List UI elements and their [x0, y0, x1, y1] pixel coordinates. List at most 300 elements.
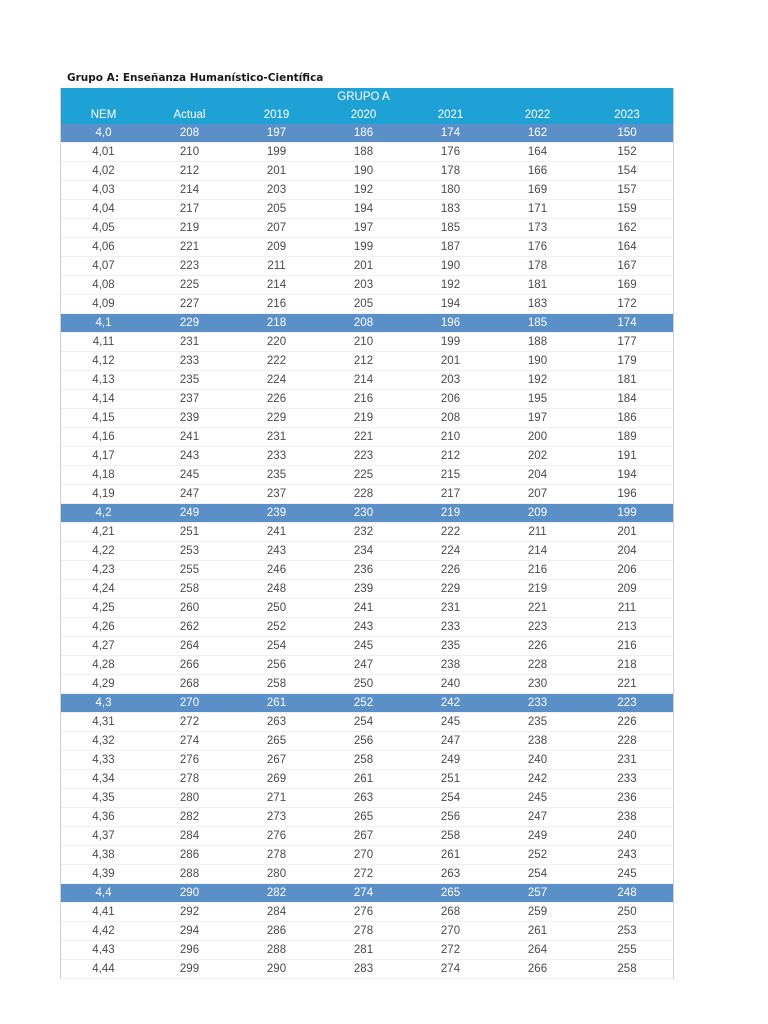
score-cell: 211	[581, 599, 673, 618]
score-cell: 276	[146, 751, 233, 770]
score-cell: 245	[581, 865, 673, 884]
score-cell: 256	[407, 808, 494, 827]
table-row	[61, 637, 673, 656]
score-cell: 179	[581, 352, 673, 371]
table-row	[61, 656, 673, 675]
score-cell: 239	[146, 409, 233, 428]
score-cell: 264	[494, 941, 581, 960]
nem-cell: 4,27	[61, 637, 146, 656]
score-cell: 272	[320, 865, 407, 884]
score-cell: 265	[407, 884, 494, 903]
score-cell: 211	[233, 257, 320, 276]
score-cell: 252	[233, 618, 320, 637]
score-cell: 252	[320, 694, 407, 713]
nem-cell: 4,43	[61, 941, 146, 960]
nem-cell: 4,23	[61, 561, 146, 580]
column-header-row	[61, 106, 673, 124]
score-cell: 290	[233, 960, 320, 979]
score-cell: 230	[494, 675, 581, 694]
score-cell: 227	[146, 295, 233, 314]
score-cell: 254	[494, 865, 581, 884]
score-cell: 188	[320, 143, 407, 162]
score-cell: 239	[233, 504, 320, 523]
score-cell: 223	[320, 447, 407, 466]
score-cell: 195	[494, 390, 581, 409]
table-row	[61, 732, 673, 751]
score-cell: 240	[407, 675, 494, 694]
score-cell: 162	[494, 124, 581, 143]
score-cell: 273	[233, 808, 320, 827]
table-row	[61, 352, 673, 371]
score-cell: 229	[146, 314, 233, 333]
score-cell: 221	[581, 675, 673, 694]
score-cell: 281	[320, 941, 407, 960]
nem-cell: 4,24	[61, 580, 146, 599]
score-cell: 214	[320, 371, 407, 390]
score-cell: 261	[494, 922, 581, 941]
column-header: 2021	[407, 106, 494, 124]
score-cell: 201	[320, 257, 407, 276]
nem-cell: 4,42	[61, 922, 146, 941]
table-row	[61, 580, 673, 599]
table-row-highlighted	[61, 504, 673, 523]
score-cell: 276	[320, 903, 407, 922]
column-header: 2020	[320, 106, 407, 124]
score-cell: 194	[320, 200, 407, 219]
score-cell: 212	[146, 162, 233, 181]
score-cell: 207	[494, 485, 581, 504]
score-cell: 184	[581, 390, 673, 409]
score-cell: 221	[320, 428, 407, 447]
score-cell: 258	[320, 751, 407, 770]
score-cell: 197	[320, 219, 407, 238]
score-cell: 218	[233, 314, 320, 333]
score-cell: 255	[581, 941, 673, 960]
score-cell: 183	[407, 200, 494, 219]
score-cell: 204	[581, 542, 673, 561]
nem-cell: 4,19	[61, 485, 146, 504]
score-cell: 191	[581, 447, 673, 466]
score-cell: 256	[320, 732, 407, 751]
score-cell: 241	[320, 599, 407, 618]
table-row	[61, 751, 673, 770]
nem-cell: 4,34	[61, 770, 146, 789]
nem-cell: 4,05	[61, 219, 146, 238]
score-cell: 248	[233, 580, 320, 599]
score-cell: 216	[581, 637, 673, 656]
score-cell: 258	[407, 827, 494, 846]
group-header-spacer	[61, 88, 233, 106]
score-cell: 235	[407, 637, 494, 656]
nem-cell: 4,14	[61, 390, 146, 409]
column-header: NEM	[61, 106, 146, 124]
score-cell: 231	[407, 599, 494, 618]
score-cell: 283	[320, 960, 407, 979]
nem-cell: 4,12	[61, 352, 146, 371]
score-cell: 259	[494, 903, 581, 922]
score-cell: 252	[494, 846, 581, 865]
score-cell: 263	[407, 865, 494, 884]
score-cell: 178	[407, 162, 494, 181]
score-cell: 266	[494, 960, 581, 979]
score-cell: 199	[581, 504, 673, 523]
nem-cell: 4,06	[61, 238, 146, 257]
score-cell: 229	[407, 580, 494, 599]
score-cell: 185	[407, 219, 494, 238]
score-cell: 243	[581, 846, 673, 865]
score-cell: 157	[581, 181, 673, 200]
score-cell: 228	[320, 485, 407, 504]
score-cell: 187	[407, 238, 494, 257]
score-cell: 221	[146, 238, 233, 257]
score-cell: 267	[320, 827, 407, 846]
score-cell: 286	[233, 922, 320, 941]
nem-cell: 4,31	[61, 713, 146, 732]
table-row	[61, 428, 673, 447]
score-cell: 294	[146, 922, 233, 941]
table-row	[61, 409, 673, 428]
nem-cell: 4,03	[61, 181, 146, 200]
score-cell: 266	[146, 656, 233, 675]
score-cell: 207	[233, 219, 320, 238]
score-cell: 233	[146, 352, 233, 371]
score-cell: 196	[407, 314, 494, 333]
table-row	[61, 447, 673, 466]
score-cell: 171	[494, 200, 581, 219]
nem-cell: 4,1	[61, 314, 146, 333]
table-row-highlighted	[61, 124, 673, 143]
score-cell: 258	[581, 960, 673, 979]
nem-cell: 4,33	[61, 751, 146, 770]
score-cell: 232	[320, 523, 407, 542]
nem-cell: 4,07	[61, 257, 146, 276]
score-cell: 242	[494, 770, 581, 789]
score-cell: 206	[581, 561, 673, 580]
score-cell: 197	[233, 124, 320, 143]
nem-cell: 4,2	[61, 504, 146, 523]
score-table	[61, 88, 673, 979]
score-cell: 199	[320, 238, 407, 257]
score-cell: 288	[233, 941, 320, 960]
score-cell: 243	[320, 618, 407, 637]
nem-cell: 4,08	[61, 276, 146, 295]
score-cell: 237	[146, 390, 233, 409]
score-cell: 253	[146, 542, 233, 561]
score-cell: 282	[146, 808, 233, 827]
score-cell: 214	[146, 181, 233, 200]
nem-cell: 4,02	[61, 162, 146, 181]
score-cell: 235	[233, 466, 320, 485]
score-cell: 247	[494, 808, 581, 827]
score-cell: 292	[146, 903, 233, 922]
score-cell: 177	[581, 333, 673, 352]
score-cell: 261	[407, 846, 494, 865]
table-header	[61, 88, 673, 124]
score-cell: 226	[494, 637, 581, 656]
score-table-container	[60, 88, 674, 979]
score-cell: 299	[146, 960, 233, 979]
nem-cell: 4,11	[61, 333, 146, 352]
score-cell: 257	[494, 884, 581, 903]
score-cell: 241	[146, 428, 233, 447]
score-cell: 278	[146, 770, 233, 789]
score-cell: 245	[407, 713, 494, 732]
table-row	[61, 675, 673, 694]
score-cell: 288	[146, 865, 233, 884]
nem-cell: 4,26	[61, 618, 146, 637]
table-row	[61, 219, 673, 238]
score-cell: 181	[581, 371, 673, 390]
score-cell: 280	[146, 789, 233, 808]
score-cell: 260	[146, 599, 233, 618]
score-cell: 280	[233, 865, 320, 884]
score-cell: 197	[494, 409, 581, 428]
nem-cell: 4,35	[61, 789, 146, 808]
score-cell: 174	[581, 314, 673, 333]
score-cell: 245	[494, 789, 581, 808]
score-cell: 268	[146, 675, 233, 694]
score-cell: 186	[320, 124, 407, 143]
score-cell: 263	[233, 713, 320, 732]
score-cell: 268	[407, 903, 494, 922]
table-body	[61, 124, 673, 979]
score-cell: 251	[407, 770, 494, 789]
score-cell: 253	[581, 922, 673, 941]
score-cell: 166	[494, 162, 581, 181]
nem-cell: 4,21	[61, 523, 146, 542]
score-cell: 228	[581, 732, 673, 751]
score-cell: 284	[146, 827, 233, 846]
nem-cell: 4,37	[61, 827, 146, 846]
score-cell: 214	[494, 542, 581, 561]
score-cell: 159	[581, 200, 673, 219]
score-cell: 164	[494, 143, 581, 162]
table-row	[61, 523, 673, 542]
score-cell: 223	[494, 618, 581, 637]
table-row	[61, 846, 673, 865]
score-cell: 230	[320, 504, 407, 523]
score-cell: 276	[233, 827, 320, 846]
nem-cell: 4,4	[61, 884, 146, 903]
score-cell: 221	[494, 599, 581, 618]
score-cell: 274	[320, 884, 407, 903]
score-cell: 208	[320, 314, 407, 333]
nem-cell: 4,39	[61, 865, 146, 884]
score-cell: 209	[494, 504, 581, 523]
score-cell: 249	[407, 751, 494, 770]
score-cell: 180	[407, 181, 494, 200]
score-cell: 246	[233, 561, 320, 580]
score-cell: 250	[581, 903, 673, 922]
score-cell: 208	[146, 124, 233, 143]
score-cell: 199	[233, 143, 320, 162]
score-cell: 212	[320, 352, 407, 371]
score-cell: 237	[233, 485, 320, 504]
score-cell: 249	[146, 504, 233, 523]
table-row	[61, 390, 673, 409]
score-cell: 250	[320, 675, 407, 694]
group-header-label: GRUPO A	[233, 88, 494, 106]
column-header: 2022	[494, 106, 581, 124]
score-cell: 203	[407, 371, 494, 390]
score-cell: 169	[581, 276, 673, 295]
score-cell: 219	[407, 504, 494, 523]
score-cell: 217	[146, 200, 233, 219]
score-cell: 194	[407, 295, 494, 314]
score-cell: 208	[407, 409, 494, 428]
score-cell: 238	[407, 656, 494, 675]
score-cell: 218	[581, 656, 673, 675]
score-cell: 274	[146, 732, 233, 751]
nem-cell: 4,04	[61, 200, 146, 219]
score-cell: 254	[320, 713, 407, 732]
nem-cell: 4,16	[61, 428, 146, 447]
score-cell: 261	[320, 770, 407, 789]
score-cell: 196	[581, 485, 673, 504]
column-header: 2023	[581, 106, 673, 124]
score-cell: 269	[233, 770, 320, 789]
score-cell: 225	[320, 466, 407, 485]
score-cell: 222	[407, 523, 494, 542]
table-row	[61, 181, 673, 200]
score-cell: 236	[581, 789, 673, 808]
score-cell: 274	[407, 960, 494, 979]
table-row	[61, 295, 673, 314]
nem-cell: 4,38	[61, 846, 146, 865]
score-cell: 213	[581, 618, 673, 637]
score-cell: 216	[233, 295, 320, 314]
score-cell: 242	[407, 694, 494, 713]
column-header: Actual	[146, 106, 233, 124]
score-cell: 210	[407, 428, 494, 447]
page-title: Grupo A: Enseñanza Humanístico-Científica	[67, 72, 324, 84]
score-cell: 212	[407, 447, 494, 466]
table-row	[61, 466, 673, 485]
table-row	[61, 618, 673, 637]
score-cell: 226	[233, 390, 320, 409]
score-cell: 152	[581, 143, 673, 162]
score-cell: 240	[494, 751, 581, 770]
score-cell: 235	[146, 371, 233, 390]
score-cell: 278	[233, 846, 320, 865]
score-cell: 270	[320, 846, 407, 865]
score-cell: 284	[233, 903, 320, 922]
score-cell: 255	[146, 561, 233, 580]
score-cell: 192	[407, 276, 494, 295]
score-cell: 194	[581, 466, 673, 485]
score-cell: 233	[494, 694, 581, 713]
score-cell: 235	[494, 713, 581, 732]
score-cell: 201	[407, 352, 494, 371]
table-row-highlighted	[61, 694, 673, 713]
score-cell: 233	[407, 618, 494, 637]
score-cell: 162	[581, 219, 673, 238]
nem-cell: 4,28	[61, 656, 146, 675]
score-cell: 192	[320, 181, 407, 200]
score-cell: 245	[146, 466, 233, 485]
score-cell: 265	[320, 808, 407, 827]
column-header: 2019	[233, 106, 320, 124]
score-cell: 205	[233, 200, 320, 219]
score-cell: 190	[320, 162, 407, 181]
nem-cell: 4,25	[61, 599, 146, 618]
nem-cell: 4,22	[61, 542, 146, 561]
score-cell: 248	[581, 884, 673, 903]
score-cell: 216	[494, 561, 581, 580]
table-row	[61, 827, 673, 846]
score-cell: 258	[233, 675, 320, 694]
table-row	[61, 542, 673, 561]
score-cell: 270	[407, 922, 494, 941]
score-cell: 169	[494, 181, 581, 200]
score-cell: 172	[581, 295, 673, 314]
score-cell: 217	[407, 485, 494, 504]
table-row	[61, 770, 673, 789]
score-cell: 286	[146, 846, 233, 865]
score-cell: 238	[494, 732, 581, 751]
table-row	[61, 789, 673, 808]
score-cell: 238	[581, 808, 673, 827]
table-row	[61, 143, 673, 162]
score-cell: 243	[233, 542, 320, 561]
score-cell: 263	[320, 789, 407, 808]
score-cell: 233	[581, 770, 673, 789]
score-cell: 250	[233, 599, 320, 618]
score-cell: 200	[494, 428, 581, 447]
score-cell: 240	[581, 827, 673, 846]
score-cell: 229	[233, 409, 320, 428]
score-cell: 216	[320, 390, 407, 409]
score-cell: 226	[407, 561, 494, 580]
score-cell: 167	[581, 257, 673, 276]
score-cell: 204	[494, 466, 581, 485]
table-row	[61, 713, 673, 732]
nem-cell: 4,01	[61, 143, 146, 162]
score-cell: 236	[320, 561, 407, 580]
nem-cell: 4,41	[61, 903, 146, 922]
table-row	[61, 808, 673, 827]
table-row	[61, 941, 673, 960]
score-cell: 223	[581, 694, 673, 713]
score-cell: 256	[233, 656, 320, 675]
table-row	[61, 200, 673, 219]
table-row	[61, 333, 673, 352]
score-cell: 222	[233, 352, 320, 371]
score-cell: 258	[146, 580, 233, 599]
score-cell: 220	[233, 333, 320, 352]
table-row	[61, 238, 673, 257]
nem-cell: 4,3	[61, 694, 146, 713]
score-cell: 231	[233, 428, 320, 447]
score-cell: 245	[320, 637, 407, 656]
score-cell: 189	[581, 428, 673, 447]
score-cell: 215	[407, 466, 494, 485]
table-row	[61, 276, 673, 295]
nem-cell: 4,36	[61, 808, 146, 827]
table-row-highlighted	[61, 314, 673, 333]
score-cell: 154	[581, 162, 673, 181]
nem-cell: 4,13	[61, 371, 146, 390]
group-header-spacer-right	[494, 88, 673, 106]
score-cell: 234	[320, 542, 407, 561]
score-cell: 206	[407, 390, 494, 409]
score-cell: 254	[407, 789, 494, 808]
score-cell: 201	[233, 162, 320, 181]
score-cell: 210	[320, 333, 407, 352]
score-cell: 203	[233, 181, 320, 200]
table-row	[61, 903, 673, 922]
table-row	[61, 599, 673, 618]
